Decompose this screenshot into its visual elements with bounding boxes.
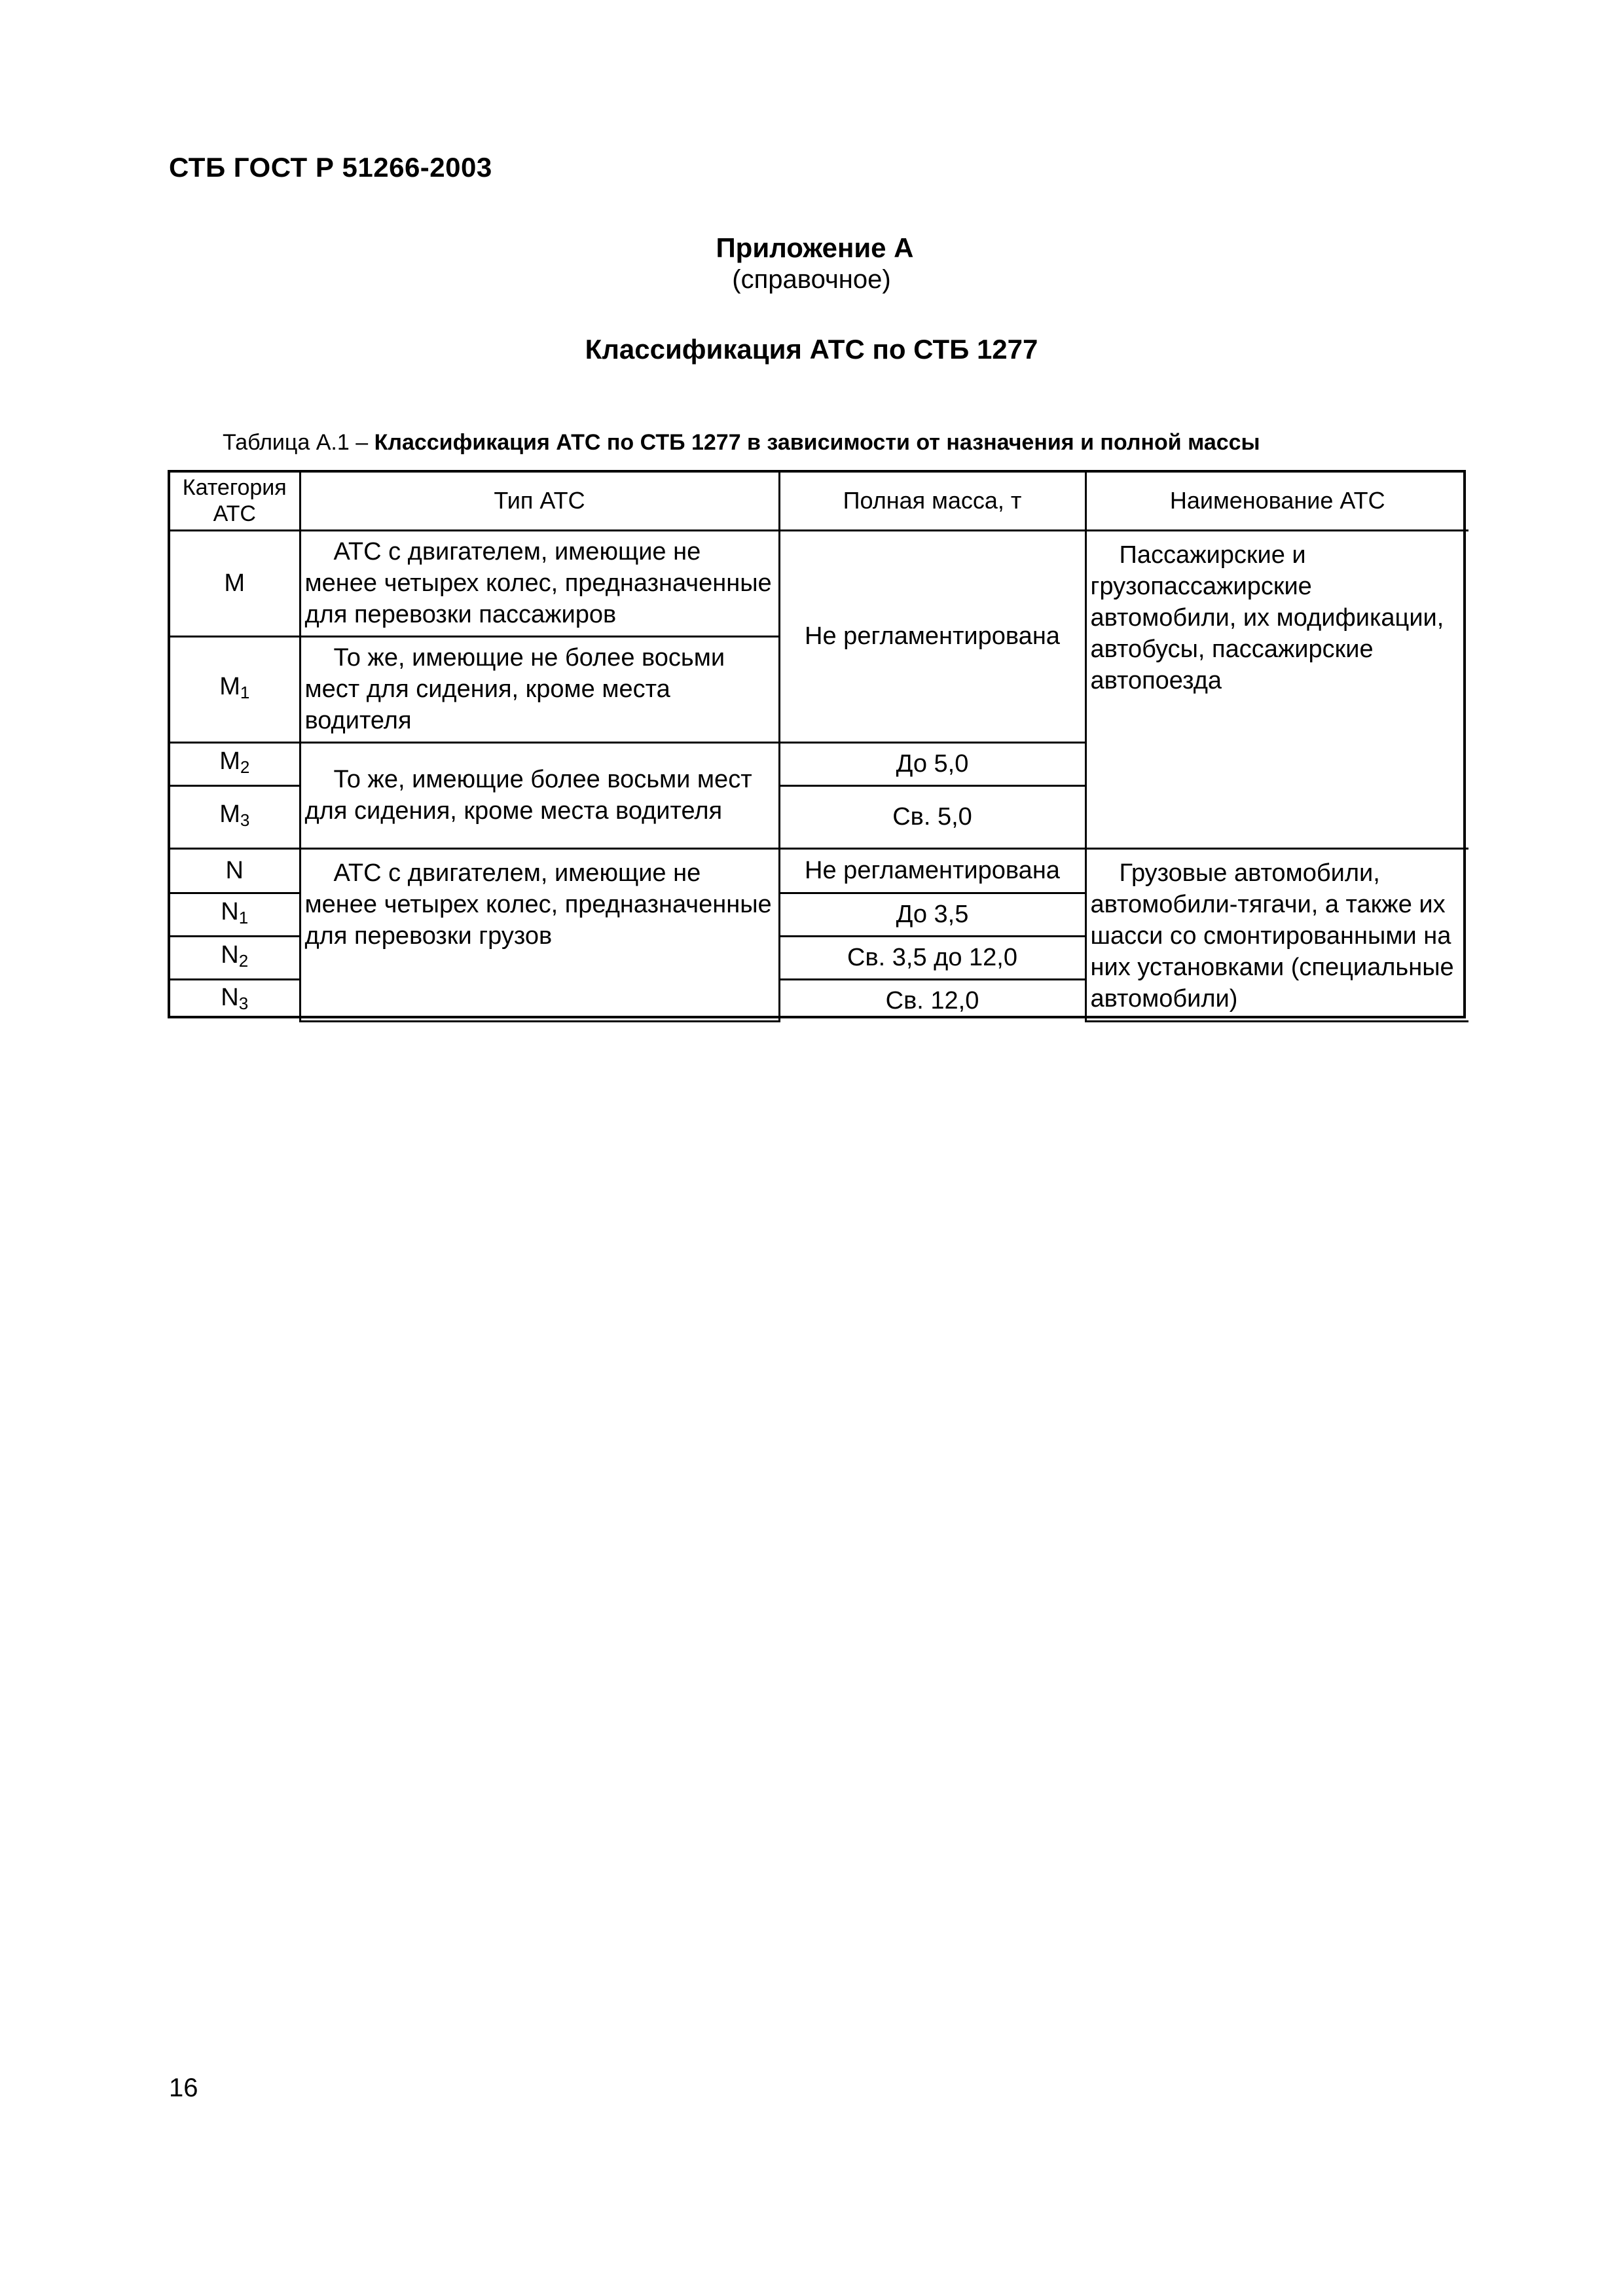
- category-N2-subscript: 2: [238, 950, 249, 971]
- category-N3: [170, 979, 300, 1021]
- category-M3-subscript: 3: [240, 810, 250, 830]
- category-N3-subscript: 3: [238, 994, 249, 1014]
- category-M2-subscript: 2: [240, 757, 250, 777]
- classification-table: [168, 470, 1466, 1018]
- category-M3: [170, 785, 300, 848]
- type-N-group: АТС с двигателем, имеющие не менее четырех колес, предназначенные для перевозки грузов: [300, 848, 779, 1021]
- mass-M3: Св. 5,0: [779, 785, 1085, 848]
- category-M1-subscript: 1: [240, 682, 250, 702]
- header-mass: Полная масса, т: [779, 473, 1085, 530]
- page-number: 16: [169, 2073, 198, 2102]
- annex-subtitle: (справочное): [732, 265, 891, 294]
- category-N1-subscript: 1: [238, 907, 249, 927]
- header-category-line2: АТС: [213, 501, 256, 527]
- category-N1: [170, 893, 300, 936]
- name-N-group: Грузовые автомобили, автомобили-тягачи, а также их шасси со смонтированными на них установками (специальные автомобили): [1085, 848, 1468, 1021]
- mass-M-M1: Не регламентирована: [779, 530, 1085, 742]
- table-header-row: [170, 473, 1468, 530]
- category-M2: [170, 742, 300, 785]
- annex-title: Приложение А: [716, 232, 914, 263]
- category-N2-letter: N: [221, 941, 239, 969]
- table-caption-prefix: Таблица А.1 –: [223, 430, 374, 455]
- mass-M2: До 5,0: [779, 742, 1085, 785]
- category-N2: [170, 936, 300, 979]
- header-category: [170, 473, 300, 530]
- header-name: Наименование АТС: [1085, 473, 1468, 530]
- section-title: Классификация АТС по СТБ 1277: [585, 334, 1038, 365]
- type-M2-M3: То же, имеющие более восьми мест для сидения, кроме места водителя: [300, 742, 779, 848]
- header-category-line1: Категория: [182, 475, 287, 501]
- mass-N2: Св. 3,5 до 12,0: [779, 936, 1085, 979]
- category-N1-letter: N: [221, 897, 239, 925]
- category-M3-letter: M: [219, 800, 240, 828]
- document-header: СТБ ГОСТ Р 51266-2003: [169, 152, 492, 183]
- table-row-N: [170, 848, 1468, 893]
- header-type: Тип АТС: [300, 473, 779, 530]
- table-row-M: [170, 530, 1468, 636]
- mass-N1: До 3,5: [779, 893, 1085, 936]
- category-N: N: [170, 848, 300, 893]
- name-M-group: Пассажирские и грузопассажирские автомобили, их модификации, автобусы, пассажирские автопоезда: [1085, 530, 1468, 848]
- mass-N: Не регламентирована: [779, 848, 1085, 893]
- table-caption: [223, 430, 1260, 456]
- mass-N3: Св. 12,0: [779, 979, 1085, 1021]
- type-M: АТС с двигателем, имеющие не менее четырех колес, предназначенные для перевозки пассажиров: [300, 530, 779, 636]
- category-N3-letter: N: [221, 984, 239, 1012]
- table-caption-title: Классификация АТС по СТБ 1277 в зависимости от назначения и полной массы: [374, 430, 1260, 455]
- type-M1: То же, имеющие не более восьми мест для сидения, кроме места водителя: [300, 636, 779, 742]
- category-M1-letter: M: [219, 672, 240, 700]
- category-M2-letter: M: [219, 747, 240, 775]
- category-M1: [170, 636, 300, 742]
- category-M: M: [170, 530, 300, 636]
